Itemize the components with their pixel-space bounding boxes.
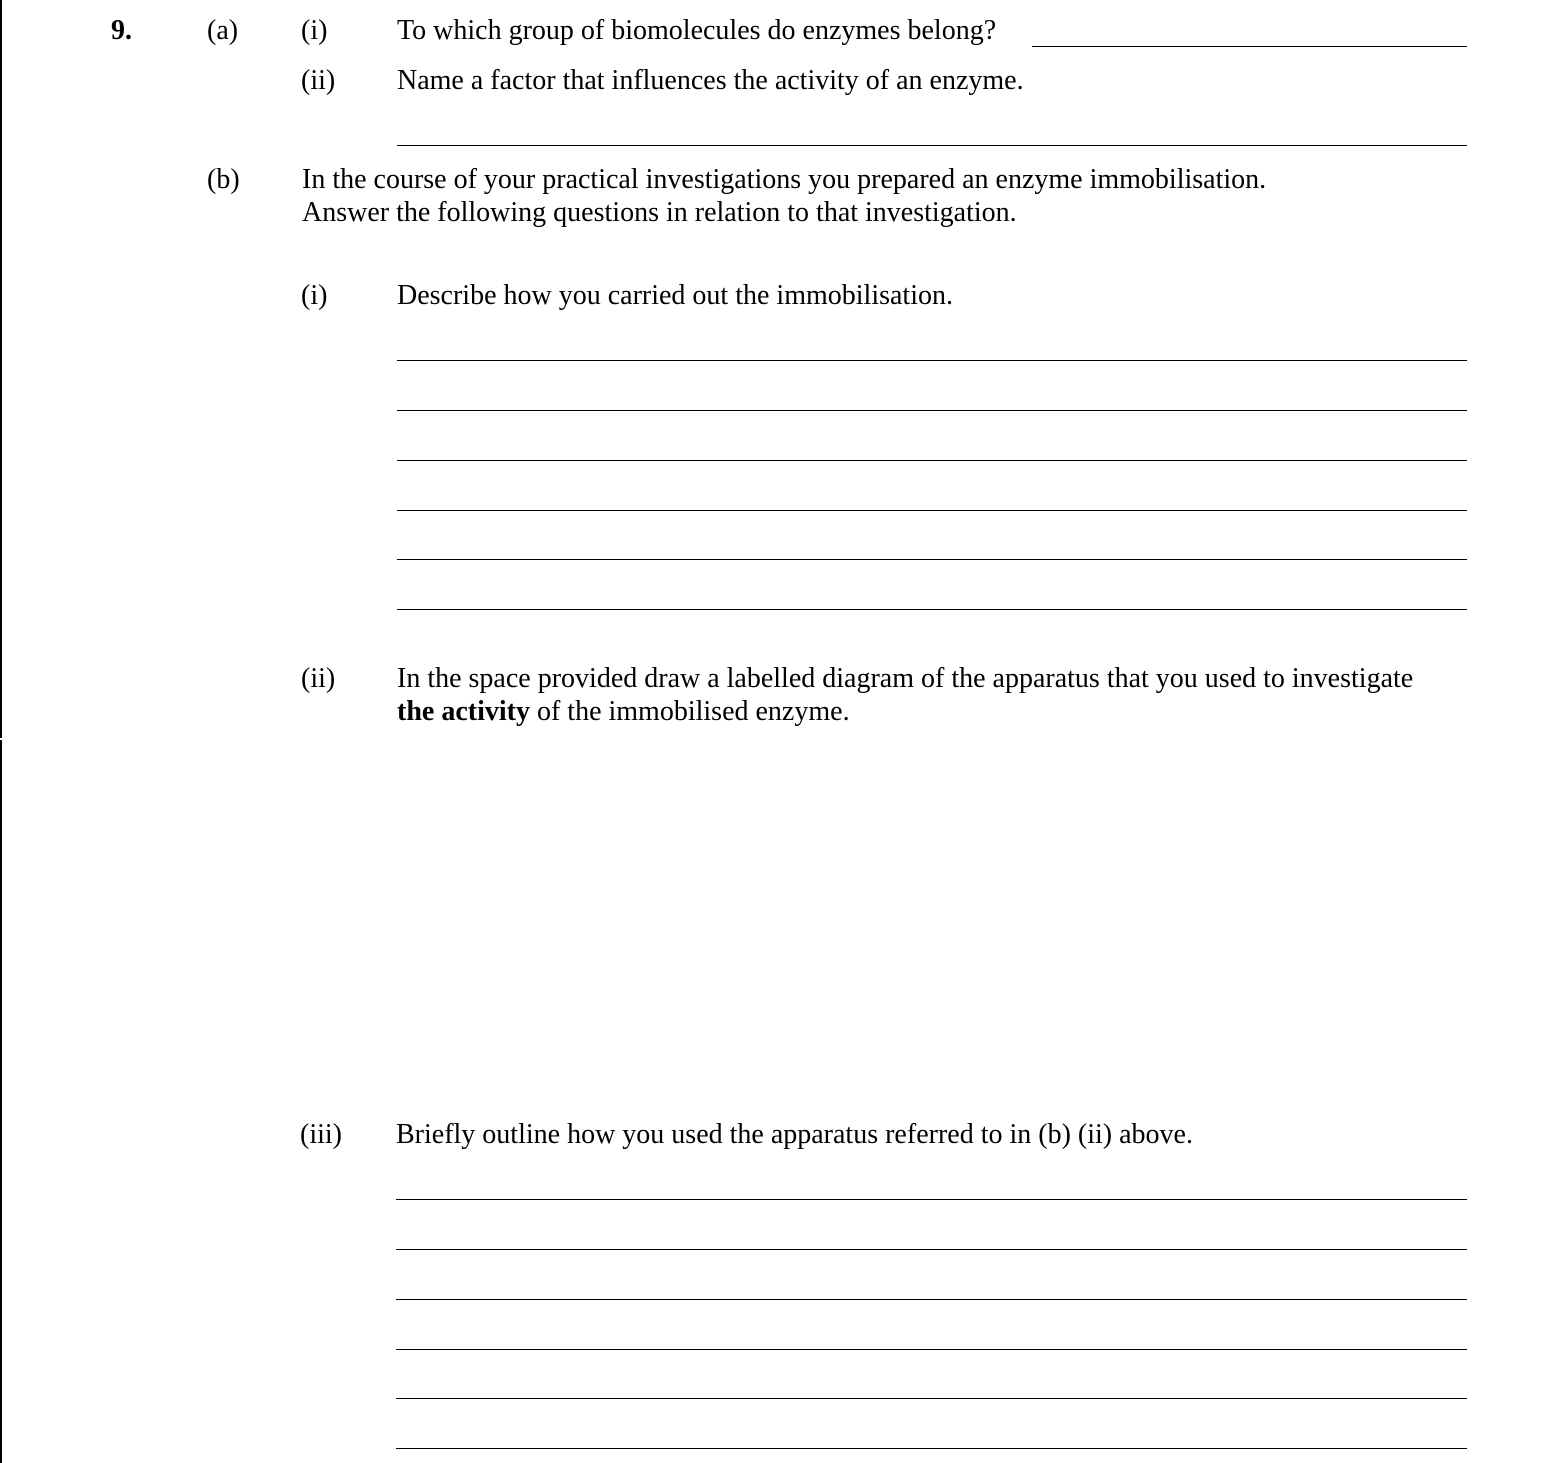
answer-line-b-i-4[interactable] <box>397 510 1467 511</box>
part-b-ii-text-line2 <box>397 695 850 728</box>
part-b-iii-text: Briefly outline how you used the apparatus referred to in (b) (ii) above. <box>396 1119 1193 1150</box>
part-b-i-label: (i) <box>301 280 328 311</box>
answer-line-a-i[interactable] <box>1032 46 1467 47</box>
part-a-i-label: (i) <box>301 15 328 46</box>
answer-line-b-iii-3[interactable] <box>396 1299 1467 1300</box>
answer-line-b-iii-4[interactable] <box>396 1349 1467 1350</box>
diagram-drawing-area[interactable] <box>300 740 1470 1110</box>
part-b-ii-label: (ii) <box>301 663 336 694</box>
answer-line-b-iii-2[interactable] <box>396 1249 1467 1250</box>
part-b-intro-line2: Answer the following questions in relation to that investigation. <box>302 197 1017 228</box>
question-number: 9. <box>111 15 132 46</box>
answer-line-b-i-3[interactable] <box>397 460 1467 461</box>
answer-line-b-i-6[interactable] <box>397 609 1467 610</box>
part-a-label: (a) <box>207 15 239 46</box>
part-b-intro-line1: In the course of your practical investigations you prepared an enzyme immobilisation. <box>302 164 1267 195</box>
answer-line-b-i-5[interactable] <box>397 559 1467 560</box>
page-left-border-bottom <box>0 740 2 1463</box>
answer-line-b-i-2[interactable] <box>397 410 1467 411</box>
answer-line-b-i-1[interactable] <box>397 360 1467 361</box>
answer-line-b-iii-6[interactable] <box>396 1448 1467 1449</box>
part-b-ii-bold-text: the activity <box>397 696 530 727</box>
part-a-ii-label: (ii) <box>301 65 336 96</box>
part-a-ii-text: Name a factor that influences the activity of an enzyme. <box>397 65 1024 96</box>
part-b-iii-label: (iii) <box>300 1119 342 1150</box>
part-a-i-text: To which group of biomolecules do enzymes belong? <box>397 15 997 46</box>
part-b-ii-text-rest: of the immobilised enzyme. <box>529 696 850 727</box>
answer-line-b-iii-5[interactable] <box>396 1398 1467 1399</box>
answer-line-b-iii-1[interactable] <box>396 1199 1467 1200</box>
part-b-ii-text-line1: In the space provided draw a labelled diagram of the apparatus that you used to investigate <box>397 663 1414 694</box>
part-b-label: (b) <box>207 164 240 195</box>
page-left-border-top <box>0 0 2 738</box>
answer-line-a-ii[interactable] <box>397 145 1467 146</box>
part-b-i-text: Describe how you carried out the immobilisation. <box>397 280 953 311</box>
